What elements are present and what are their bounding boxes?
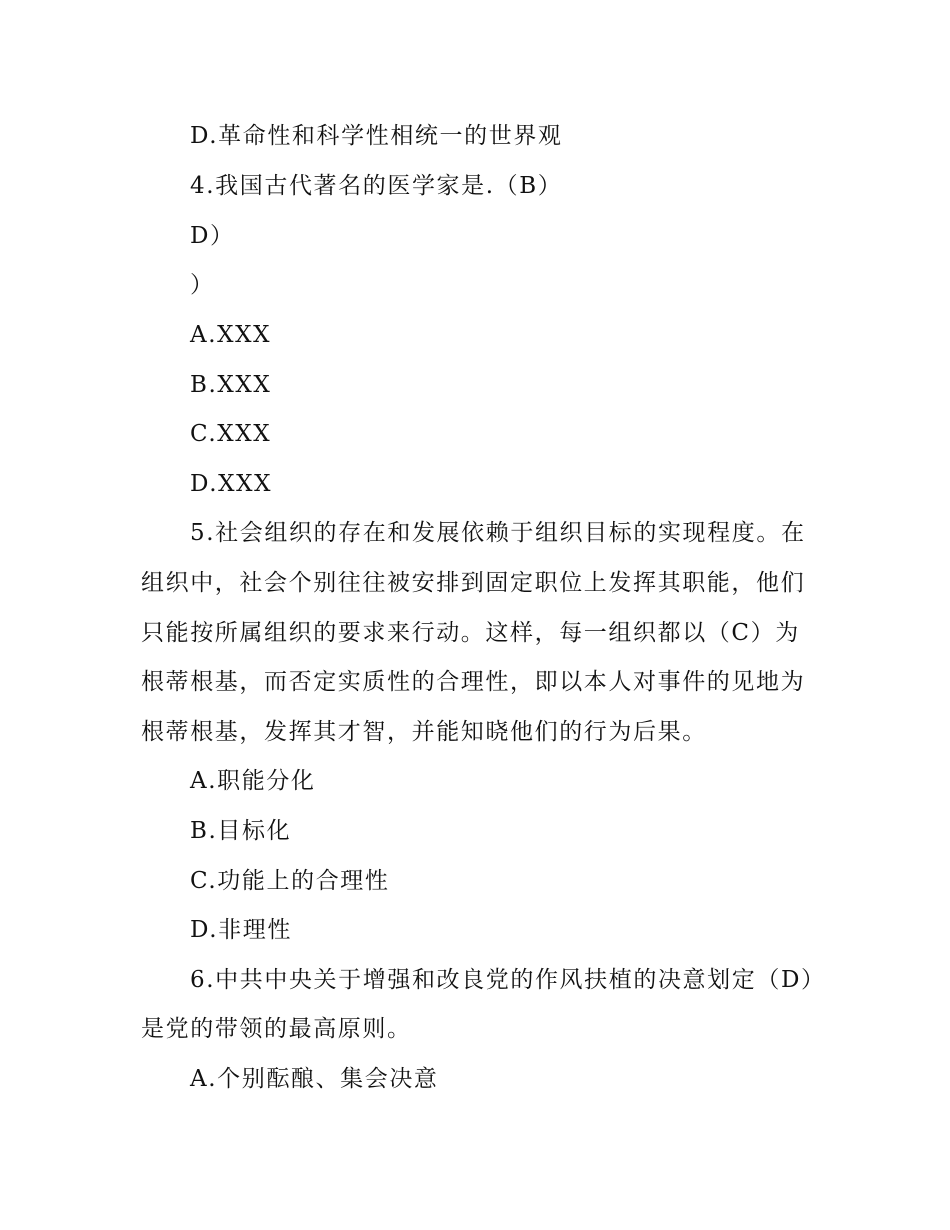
fragment-line: D） <box>190 223 235 249</box>
question-5-line-2: 组织中，社会个别往往被安排到固定职位上发挥其职能，他们 <box>141 570 806 596</box>
option-a-q6: A.个别酝酿、集会决意 <box>190 1066 439 1092</box>
option-a-q5: A.职能分化 <box>190 768 316 794</box>
option-b-q5: B.目标化 <box>190 818 292 844</box>
option-d-q5: D.非理性 <box>190 917 292 943</box>
question-6-line-2: 是党的带领的最高原则。 <box>141 1016 412 1042</box>
question-5-line-3: 只能按所属组织的要求来行动。这样，每一组织都以（C）为 <box>141 620 800 646</box>
option-b-q4: B.XXX <box>190 372 272 398</box>
option-d-q3: D.革命性和科学性相统一的世界观 <box>190 123 563 149</box>
option-d-q4: D.XXX <box>190 471 273 497</box>
option-c-q4: C.XXX <box>190 421 272 447</box>
question-4: 4.我国古代著名的医学家是.（B） <box>190 173 563 199</box>
question-5-line-4: 根蒂根基，而否定实质性的合理性，即以本人对事件的见地为 <box>141 669 806 695</box>
fragment-line: ） <box>190 272 215 298</box>
question-5-line-5: 根蒂根基，发挥其才智，并能知晓他们的行为后果。 <box>141 719 707 745</box>
question-5-line-1: 5.社会组织的存在和发展依赖于组织目标的实现程度。在 <box>190 520 806 546</box>
option-a-q4: A.XXX <box>190 322 272 348</box>
option-c-q5: C.功能上的合理性 <box>190 868 390 894</box>
question-6-line-1: 6.中共中央关于增强和改良党的作风扶植的决意划定（D） <box>190 967 826 993</box>
